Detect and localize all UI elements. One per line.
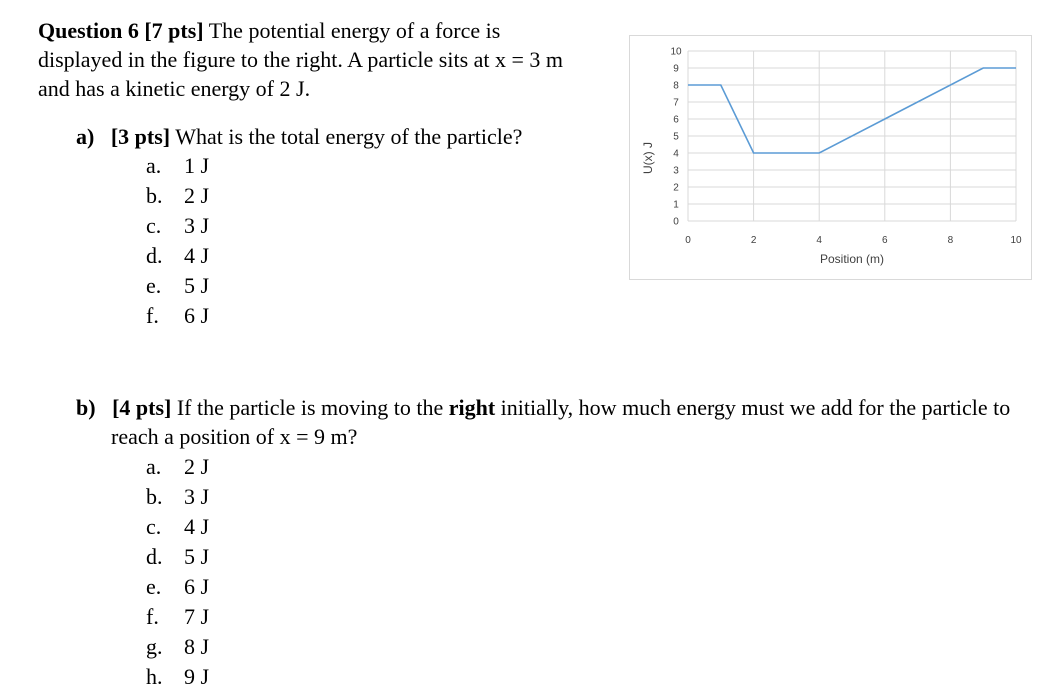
part-a-points: [3 pts]	[110, 124, 171, 149]
y-tick-label: 1	[673, 199, 679, 211]
y-tick-label: 8	[673, 80, 679, 92]
y-tick-label: 10	[670, 46, 682, 58]
y-axis-label: U(x) J	[641, 142, 655, 174]
part-b-question-text-1: If the particle is moving to the	[176, 395, 449, 420]
part-a-label: a)	[76, 124, 95, 149]
part-b-label: b)	[76, 395, 96, 420]
part-b-choice[interactable]: h. 9 J	[146, 664, 210, 689]
part-b-choice[interactable]: b. 3 J	[146, 484, 210, 509]
part-a-choice[interactable]: d. 4 J	[146, 243, 210, 268]
part-a-question-text: What is the total energy of the particle?	[175, 124, 523, 149]
part-b-points: [4 pts]	[112, 395, 172, 420]
part-b-question	[76, 393, 1011, 451]
y-tick-label: 0	[673, 216, 679, 228]
x-tick-label: 4	[816, 235, 822, 246]
question-stem	[38, 16, 578, 103]
part-b-choice[interactable]: c. 4 J	[146, 514, 210, 539]
part-b-choice[interactable]: g. 8 J	[146, 634, 210, 659]
part-b-choice[interactable]: a. 2 J	[146, 454, 210, 479]
x-tick-label: 0	[685, 235, 691, 246]
y-tick-label: 4	[673, 148, 679, 160]
y-tick-label: 3	[673, 165, 679, 177]
x-tick-label: 6	[882, 235, 888, 246]
x-tick-label: 2	[750, 235, 757, 246]
part-b-choice[interactable]: e. 6 J	[146, 574, 210, 599]
part-b-choice[interactable]: d. 5 J	[146, 544, 210, 569]
chart-ticks	[670, 47, 1022, 247]
part-a-choice[interactable]: e. 5 J	[146, 273, 210, 298]
y-tick-label: 6	[673, 114, 679, 126]
x-tick-label: 8	[947, 235, 954, 246]
chart-svg	[630, 36, 1033, 281]
part-a-question	[76, 122, 596, 151]
question-heading: Question 6 [7 pts]	[38, 18, 204, 43]
x-axis-label: Position (m)	[819, 252, 885, 266]
question-stem-text: The potential energy of a force is displayed in the figure to the right. A particle sits at x = 3 m and has a kinetic energy of 2 J.	[38, 18, 564, 101]
potential-energy-chart	[629, 35, 1032, 280]
y-tick-label: 9	[673, 63, 679, 75]
part-a-choice[interactable]: c. 3 J	[146, 213, 210, 238]
part-b-question-bold: right	[448, 395, 496, 420]
x-tick-label: 10	[1010, 235, 1022, 246]
part-b-choice[interactable]: f. 7 J	[146, 604, 210, 629]
y-tick-label: 7	[673, 97, 679, 109]
part-a-choice[interactable]: a. 1 J	[146, 153, 210, 178]
potential-energy-line	[688, 68, 1016, 153]
part-a-choice[interactable]: f. 6 J	[146, 303, 210, 328]
y-tick-label: 5	[673, 131, 679, 143]
part-a-choice[interactable]: b. 2 J	[146, 183, 210, 208]
part-b-question-text-2: initially, how much energy must we add for the particle to reach a position of x = 9 m?	[111, 395, 1011, 449]
y-tick-label: 2	[673, 182, 679, 194]
